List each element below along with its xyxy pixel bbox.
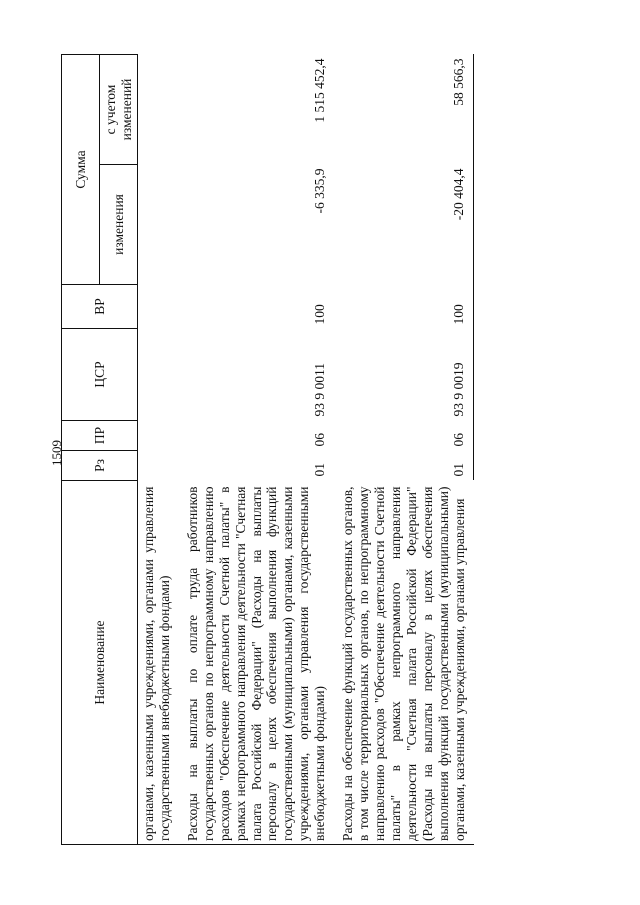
row-change: -6 335,9 [312,168,328,214]
row-csr: 93 9 0019 [334,329,473,421]
row-rz [138,451,179,481]
row-csr [138,329,179,421]
table-header [62,54,138,844]
row-pr: 06 [312,433,328,447]
table-row [138,54,179,844]
row-change: -20 404,4 [334,165,473,285]
rotated-page [61,55,581,845]
row-vr: 100 [334,285,473,329]
header-change: изменения [100,165,138,285]
table-row [179,54,334,844]
table-body [138,54,474,844]
row-name: Расходы на выплаты по оплате труда работников государственных органов по непрограммному направлению расходов "Обеспечение деятельности Счетной палаты" в рамках непрограммного направления деятельности "Счетная палата Российской Федерации" (Расходы на выплаты персоналу в целях обеспечения выполнения функций государственными (муниципальными) органами, казенными учреждениями, органами управления государственными внебюджетными фондами) [179,481,334,845]
row-pr [138,421,179,451]
row-total [138,54,179,164]
row-name: Расходы на обеспечение функций государственных органов, в том числе территориальных органов, по непрограммному направлению расходов "Обеспечение деятельности Счетной палаты" в рамках непрограммного направления деятельности "Счетная палата Российской Федерации" (Расходы на выплаты персоналу в целях обеспечения выполнения функций государственными (муниципальными) органами, казенными учреждениями, органами управления [334,481,473,845]
row-pr: 06 [334,421,473,451]
row-total: 58 566,3 [334,54,473,164]
row-total: 1 515 452,4 [312,58,328,123]
header-rz: Рз [62,451,138,481]
row-name: органами, казенными учреждениями, органами управления государственными внебюджетными фондами) [138,481,179,845]
row-csr: 93 9 0011 [312,363,328,417]
row-rz: 01 [334,451,473,481]
header-with-change: с учетом изменений [100,54,138,164]
row-change [138,165,179,285]
row-vr [138,285,179,329]
page-number: 1509 [49,440,64,466]
row-vr: 100 [312,304,328,325]
header-sum: Сумма [62,54,100,284]
table-row [334,54,473,844]
budget-table [61,54,474,845]
header-vr: ВР [62,285,138,329]
row-rz: 01 [312,463,328,477]
header-name: Наименование [62,481,138,845]
header-pr: ПР [62,421,138,451]
header-csr: ЦСР [62,329,138,421]
